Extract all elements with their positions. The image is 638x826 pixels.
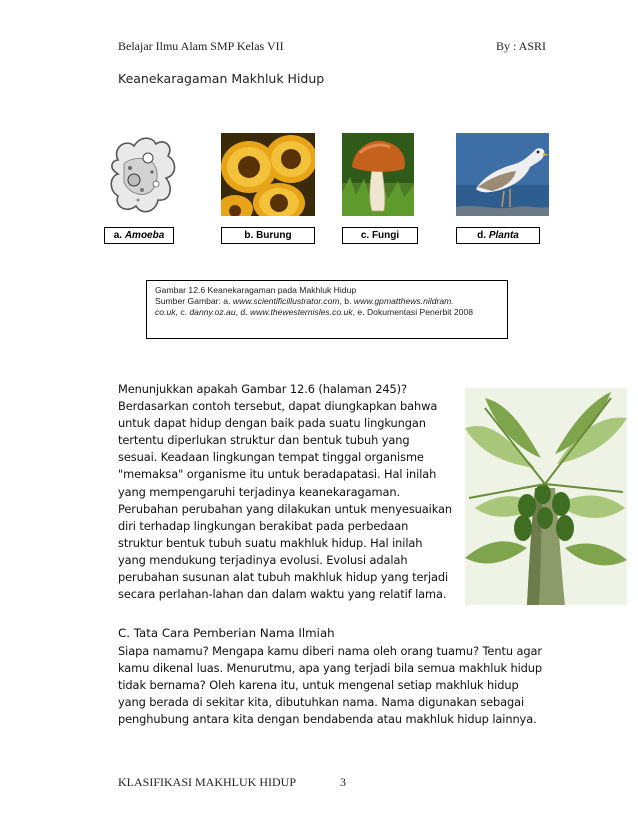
amoeba-image [104, 130, 182, 222]
paragraph-line: sesuai. Keadaan lingkungan tempat tinggal organisme [118, 450, 424, 465]
header-right: By : ASRI [496, 39, 547, 53]
figure-label-b [221, 227, 315, 244]
paragraph-line: yang mempengaruhi terjadinya keanekaragaman. [118, 484, 400, 499]
caption-source-prefix: Sumber Gambar: a. [155, 296, 233, 307]
figure-label-a [104, 227, 174, 244]
figure-label-a-name: Amoeba [124, 230, 165, 241]
paragraph-line: tidak bernama? Oleh karena itu, untuk mengenal setiap makhluk hidup [118, 678, 519, 693]
figure-caption-box [146, 280, 508, 339]
figure-label-c-name: Fungi [371, 230, 400, 241]
paragraph-line: yang mendukung terjadinya evolusi. Evolusi adalah [118, 552, 408, 567]
figure-label-d [456, 227, 540, 244]
caption-sep-b: , b. [339, 296, 354, 307]
header-left: Belajar Ilmu Alam SMP Kelas VII [118, 39, 284, 53]
figure-label-d-prefix: d. [477, 230, 487, 241]
caption-source-e: , e. Dokumentasi Penerbit 2008 [352, 307, 474, 318]
caption-line-1: Gambar 12.6 Keanekaragaman pada Makhluk Hidup [155, 285, 357, 295]
paragraph-line: Berdasarkan contoh tersebut, dapat diungkapkan bahwa [118, 399, 438, 414]
figure-label-c-prefix: c. [360, 230, 370, 241]
paragraph-line: diri terhadap lingkungan berakibat pada perbedaan [118, 518, 409, 533]
paragraph-line: secara perlahan-lahan dan dalam waktu yang relatif lama. [118, 587, 447, 602]
paragraph-line: Perubahan perubahan yang dilakukan untuk menyesuaikan [118, 501, 453, 516]
caption-source-d: www.thewesternisles.co.uk [249, 307, 353, 318]
figure-label-b-name: Burung [256, 230, 292, 241]
page-number: 3 [340, 775, 346, 789]
bird-image [456, 133, 549, 216]
caption-sep-d: , d. [235, 307, 250, 318]
footer-title: KLASIFIKASI MAKHLUK HIDUP [118, 775, 297, 789]
body-paragraph-1 [118, 381, 452, 603]
caption-source-b: www.gpmatthews.nildram. [353, 296, 454, 307]
caption-line-2 [155, 296, 499, 307]
paragraph-line: yang berada di sekitar kita, dibutuhkan nama. Nama digunakan sebagai [118, 695, 525, 710]
caption-source-b-end: co.uk [155, 307, 176, 318]
paragraph-line: Menunjukkan apakah Gambar 12.6 (halaman 245)? [118, 382, 407, 396]
paragraph-line: perubahan susunan alat tubuh makhluk hidup yang terjadi [118, 570, 449, 585]
figure-label-c [342, 227, 418, 244]
paragraph-line: kamu dikenal luas. Menurutmu, apa yang terjadi bila semua makhluk hidup [118, 661, 543, 676]
caption-sep-c: , c. [175, 307, 190, 318]
paragraph-line: penghubung antara kita dengan bendabenda atau makhluk hidup lainnya. [118, 712, 537, 727]
caption-line-3 [155, 307, 499, 318]
caption-source-c: danny.oz.au [189, 307, 236, 318]
figure-label-d-name: Planta [488, 230, 519, 241]
papaya-tree-image [465, 388, 627, 605]
body-paragraph-2 [118, 643, 542, 728]
paragraph-line: untuk dapat hidup dengan baik pada suatu lingkungan [118, 416, 426, 431]
caption-source-a: www.scientificillustrator.com [232, 296, 340, 307]
paragraph-line: struktur bentuk tubuh suatu makhluk hidup. Hal inilah [118, 535, 423, 550]
mushroom-image [342, 133, 414, 216]
figure-label-a-prefix: a. [113, 230, 123, 241]
figure-label-b-prefix: b. [244, 230, 254, 241]
section-subtitle: Keanekaragaman Makhluk Hidup [118, 71, 325, 86]
paragraph-line: "memaksa" organisme itu untuk beradapatasi. Hal inilah [118, 467, 437, 482]
sunflower-image [221, 133, 315, 216]
paragraph-line: Siapa namamu? Mengapa kamu diberi nama oleh orang tuamu? Tentu agar [118, 644, 542, 658]
paragraph-line: tertentu diperlukan struktur dan bentuk tubuh yang [118, 433, 410, 448]
section-heading: C. Tata Cara Pemberian Nama Ilmiah [118, 626, 335, 640]
